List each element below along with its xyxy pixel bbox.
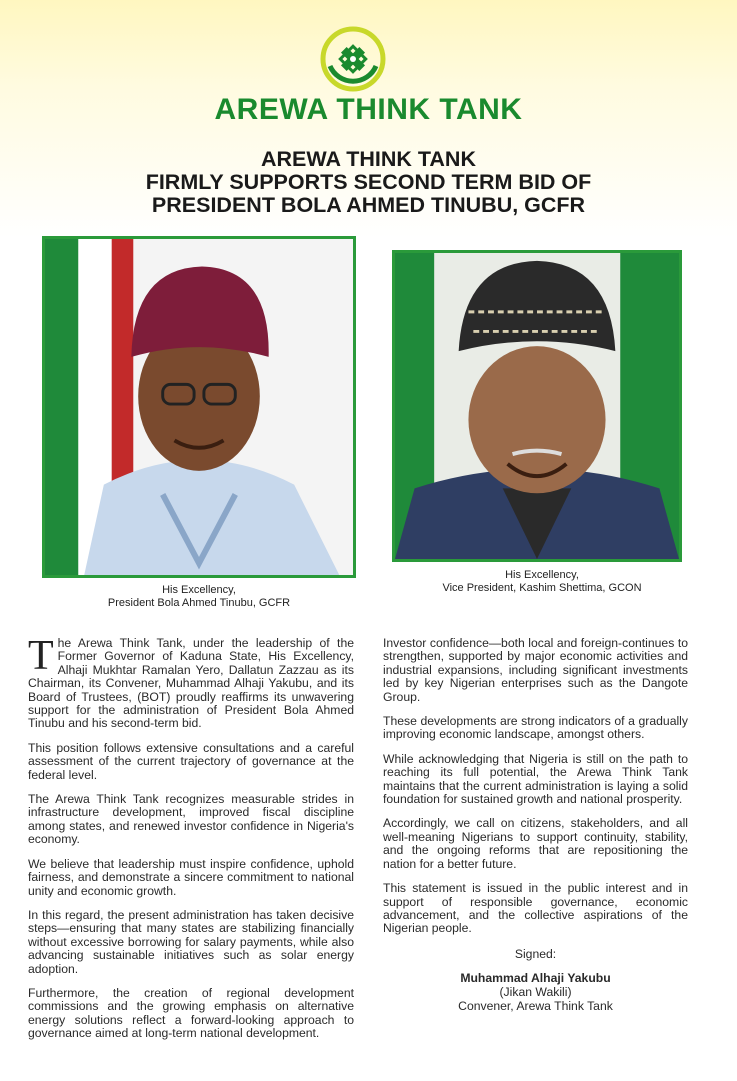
- body-paragraph: These developments are strong indicators of a gradually improving economic landscape, amongst others.: [383, 714, 688, 742]
- org-name: AREWA THINK TANK: [214, 93, 523, 126]
- body-paragraph-text: he Arewa Think Tank, under the leadership of the Former Governor of Kaduna State, His Excellency, Alhaji Mukhtar Ramalan Yero, Dallatun Zazzau as its Chairman, its Convener, Muhammad Alhaji Yakubu, and its Board of Trustees, (BOT) proudly reaffirms its unwavering support for the administration of President Bola Ahmed Tinubu and his second-term bid.: [28, 636, 354, 731]
- arewa-knot-logo-icon: [320, 26, 386, 92]
- body-paragraph: In this regard, the present administration has taken decisive steps—ensuring that many states are stabilizing financially without excessive borrowing for salary payments, while also advancing sustainable initiatives such as solar energy adoption.: [28, 907, 354, 976]
- headline-line-2: FIRMLY SUPPORTS SECOND TERM BID OF: [145, 170, 592, 194]
- president-portrait-image: [45, 239, 353, 575]
- body-paragraph: This position follows extensive consultations and a careful assessment of the current trajectory of governance at the federal level.: [28, 740, 354, 782]
- vice-president-portrait: [392, 250, 682, 562]
- signoff-block: [383, 947, 688, 1013]
- body-paragraph: While acknowledging that Nigeria is still on the path to reaching its full potential, the Arewa Think Tank maintains that the current administration is laying a solid foundation for sustained growth and national prosperity.: [383, 751, 688, 807]
- body-paragraph: We believe that leadership must inspire confidence, uphold fairness, and demonstrate a sincere commitment to national unity and economic growth.: [28, 856, 354, 898]
- vice-president-caption-line-1: His Excellency,: [505, 569, 579, 581]
- body-paragraph: The Arewa Think Tank recognizes measurable strides in infrastructure development, improved fiscal discipline among states, and renewed investor confidence in Nigeria's economy.: [28, 792, 354, 847]
- vice-president-portrait-image: [395, 253, 679, 559]
- signatory-role: Convener, Arewa Think Tank: [458, 998, 613, 1013]
- body-paragraph: Investor confidence—both local and foreign-continues to strengthen, supported by major economic activities and industrial expansions, including significant investments led by key Nigerian enterprises such as the Dangote Group.: [383, 636, 688, 704]
- headline-line-1: AREWA THINK TANK: [261, 147, 476, 171]
- vice-president-caption: [392, 569, 692, 595]
- headline: [60, 148, 677, 217]
- signatory-title: (Jikan Wakili): [499, 984, 572, 999]
- dropcap: T: [28, 633, 54, 679]
- body-paragraph: Accordingly, we call on citizens, stakeholders, and all well-meaning Nigerians to support continuity, stability, and the ongoing reforms that are repositioning the nation for a better future.: [383, 816, 688, 871]
- president-caption: [42, 584, 356, 610]
- signatory-name: Muhammad Alhaji Yakubu: [460, 970, 611, 985]
- body-paragraph: Furthermore, the creation of regional development commissions and the growing emphasis on alternative energy solutions reflect a forward-looking approach to governance aimed at long-term national development.: [28, 985, 354, 1041]
- body-column-right: [383, 637, 688, 1013]
- body-paragraph: This statement is issued in the public interest and in support of responsible governance, economic advancement, and the collective aspirations of the Nigerian people.: [383, 881, 688, 936]
- body-column-left: [28, 633, 354, 1052]
- headline-line-3: PRESIDENT BOLA AHMED TINUBU, GCFR: [151, 193, 586, 217]
- body-paragraph: [28, 633, 354, 731]
- vice-president-caption-line-2: Vice President, Kashim Shettima, GCON: [442, 582, 642, 594]
- president-portrait: [42, 236, 356, 578]
- president-caption-line-1: His Excellency,: [162, 584, 236, 596]
- signed-label: Signed:: [514, 946, 557, 961]
- president-caption-line-2: President Bola Ahmed Tinubu, GCFR: [107, 597, 291, 609]
